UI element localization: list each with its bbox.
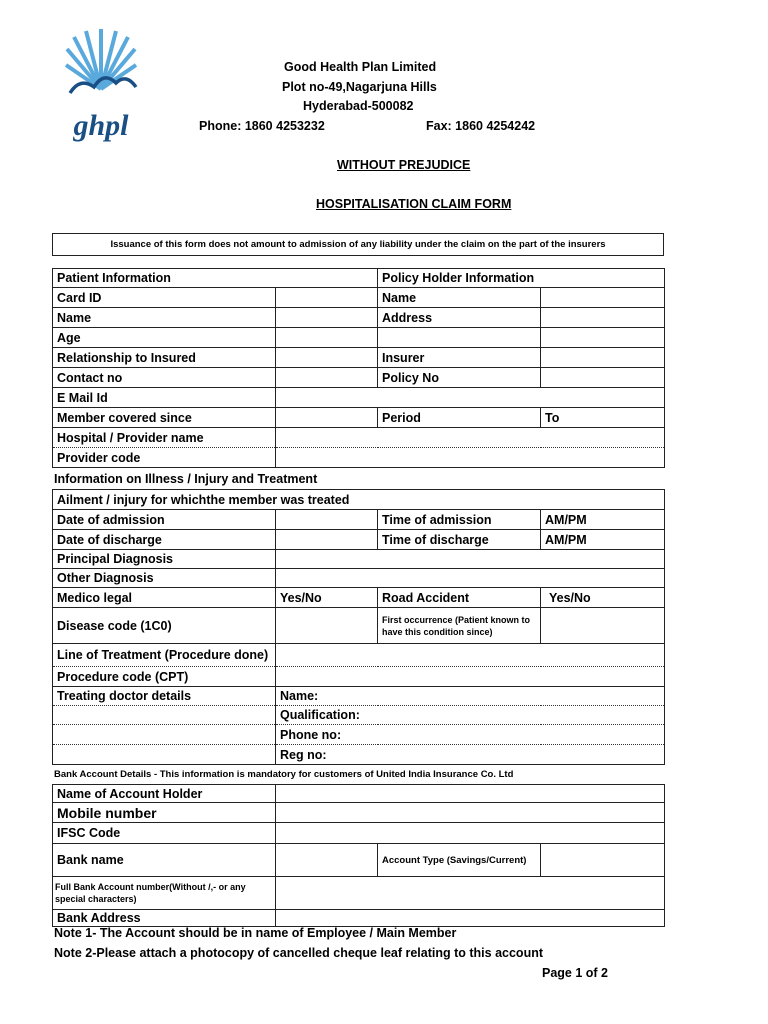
patient-name-label: Name [53, 308, 276, 328]
time-admission-ampm[interactable]: AM/PM [541, 510, 665, 530]
ph-name-label: Name [378, 288, 541, 308]
time-discharge-ampm[interactable]: AM/PM [541, 530, 665, 550]
disclaimer-box [52, 233, 664, 256]
account-holder-field[interactable] [276, 785, 665, 803]
line-of-treatment-field[interactable] [276, 644, 665, 667]
doctor-reg-field[interactable]: Reg no: [276, 745, 665, 765]
account-type-field[interactable] [541, 844, 665, 877]
mobile-label: Mobile number [53, 803, 276, 823]
doctor-qualification-field[interactable]: Qualification: [276, 706, 665, 725]
email-field[interactable] [276, 388, 665, 408]
bank-address-field[interactable] [276, 910, 665, 927]
doctor-name-field[interactable]: Name: [276, 687, 665, 706]
logo-text: ghpl [73, 109, 129, 142]
ailment-label: Ailment / injury for whichthe member was treated [53, 490, 665, 510]
blank-cell [53, 725, 276, 745]
company-address-2: Hyderabad-500082 [303, 99, 414, 113]
period-label: Period [378, 408, 541, 428]
ifsc-label: IFSC Code [53, 823, 276, 844]
hospital-label: Hospital / Provider name [53, 428, 276, 448]
patient-info-table [52, 268, 665, 468]
principal-diagnosis-label: Principal Diagnosis [53, 550, 276, 569]
first-occurrence-field[interactable] [541, 608, 665, 644]
date-discharge-label: Date of discharge [53, 530, 276, 550]
card-id-field[interactable] [276, 288, 378, 308]
blank-cell [378, 328, 541, 348]
ifsc-field[interactable] [276, 823, 665, 844]
line-of-treatment-label: Line of Treatment (Procedure done) [53, 644, 276, 667]
patient-info-heading: Patient Information [53, 269, 378, 288]
full-account-field[interactable] [276, 877, 665, 910]
time-discharge-label: Time of discharge [378, 530, 541, 550]
without-prejudice: WITHOUT PREJUDICE [337, 158, 471, 172]
provider-code-label: Provider code [53, 448, 276, 468]
contact-field[interactable] [276, 368, 378, 388]
age-field[interactable] [276, 328, 378, 348]
note-1: Note 1- The Account should be in name of Employee / Main Member [54, 926, 457, 940]
disease-code-field[interactable] [276, 608, 378, 644]
email-label: E Mail Id [53, 388, 276, 408]
disease-code-label: Disease code (1C0) [53, 608, 276, 644]
procedure-code-label: Procedure code (CPT) [53, 667, 276, 687]
time-admission-label: Time of admission [378, 510, 541, 530]
provider-code-field[interactable] [276, 448, 665, 468]
relationship-field[interactable] [276, 348, 378, 368]
principal-diagnosis-field[interactable] [276, 550, 665, 569]
page-number: Page 1 of 2 [542, 966, 608, 980]
ph-name-field[interactable] [541, 288, 665, 308]
company-phone: Phone: 1860 4253232 [199, 119, 325, 133]
medico-legal-yes-no[interactable]: Yes/No [276, 588, 378, 608]
medico-legal-label: Medico legal [53, 588, 276, 608]
treating-doctor-label: Treating doctor details [53, 687, 276, 706]
policy-no-field[interactable] [541, 368, 665, 388]
doctor-phone-field[interactable]: Phone no: [276, 725, 665, 745]
date-admission-field[interactable] [276, 510, 378, 530]
bank-name-field[interactable] [276, 844, 378, 877]
road-accident-yes-no[interactable]: Yes/No [541, 588, 665, 608]
member-since-label: Member covered since [53, 408, 276, 428]
member-since-field[interactable] [276, 408, 378, 428]
insurer-field[interactable] [541, 348, 665, 368]
period-to-label: To [541, 408, 665, 428]
account-holder-label: Name of Account Holder [53, 785, 276, 803]
ghpl-logo [64, 27, 138, 145]
road-accident-label: Road Accident [378, 588, 541, 608]
company-name: Good Health Plan Limited [284, 60, 437, 74]
policy-holder-heading: Policy Holder Information [378, 269, 665, 288]
patient-name-field[interactable] [276, 308, 378, 328]
company-address-1: Plot no-49,Nagarjuna Hills [282, 80, 437, 94]
date-discharge-field[interactable] [276, 530, 378, 550]
other-diagnosis-field[interactable] [276, 569, 665, 588]
ph-address-label: Address [378, 308, 541, 328]
note-2: Note 2-Please attach a photocopy of cancelled cheque leaf relating to this account [54, 946, 544, 960]
contact-label: Contact no [53, 368, 276, 388]
mobile-field[interactable] [276, 803, 665, 823]
age-label: Age [53, 328, 276, 348]
illness-section-title: Information on Illness / Injury and Treatment [54, 472, 318, 486]
illness-table [52, 489, 665, 765]
bank-address-label: Bank Address [53, 910, 276, 927]
hospital-field[interactable] [276, 428, 665, 448]
first-occurrence-label: First occurrence (Patient known to have this condition since) [378, 608, 541, 644]
blank-cell [53, 706, 276, 725]
date-admission-label: Date of admission [53, 510, 276, 530]
account-type-label: Account Type (Savings/Current) [378, 844, 541, 877]
policy-no-label: Policy No [378, 368, 541, 388]
blank-cell [53, 745, 276, 765]
disclaimer-text: Issuance of this form does not amount to admission of any liability under the claim on the part of the insurers [53, 234, 664, 256]
other-diagnosis-label: Other Diagnosis [53, 569, 276, 588]
procedure-code-field[interactable] [276, 667, 665, 687]
company-fax: Fax: 1860 4254242 [426, 119, 536, 133]
bank-table [52, 784, 665, 927]
form-title: HOSPITALISATION CLAIM FORM [316, 197, 512, 211]
ph-address-field[interactable] [541, 308, 665, 328]
bank-section-title: Bank Account Details - This information is mandatory for customers of United India Insurance Co. Ltd [54, 769, 514, 780]
full-account-label: Full Bank Account number(Without /,- or any special characters) [53, 877, 276, 910]
card-id-label: Card ID [53, 288, 276, 308]
blank-cell [541, 328, 665, 348]
insurer-label: Insurer [378, 348, 541, 368]
relationship-label: Relationship to Insured [53, 348, 276, 368]
bank-name-label: Bank name [53, 844, 276, 877]
